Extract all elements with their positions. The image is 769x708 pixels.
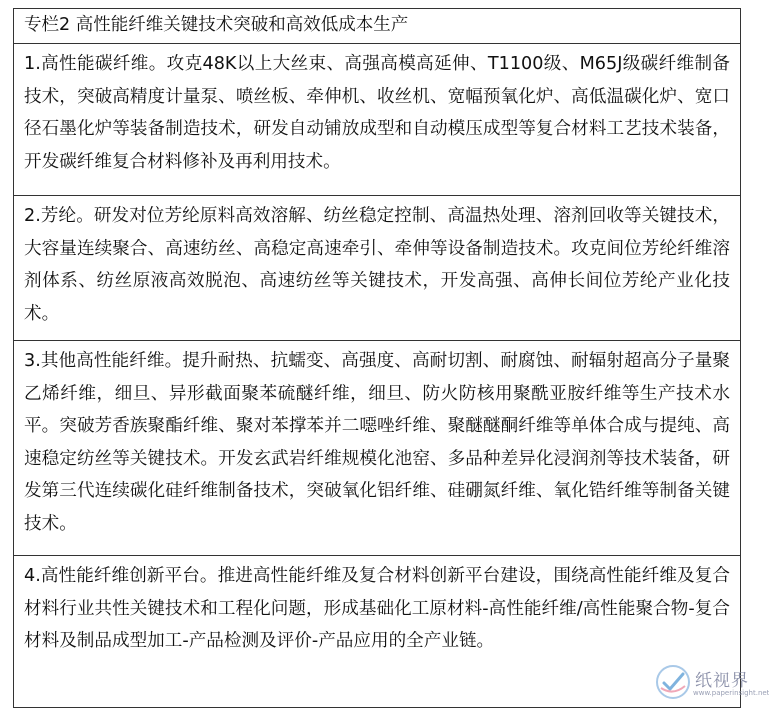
special-column-table [13,8,741,708]
section-innovation-platform: 4.高性能纤维创新平台。推进高性能纤维及复合材料创新平台建设，围绕高性能纤维及复合材料行业共性关键技术和工程化问题，形成基础化工原材料-高性能纤维/高性能聚合物-复合材料及制品成型加工-产品检测及评价-产品应用的全产业链。 [14,555,740,707]
watermark-site: www.paperinsight.net [693,689,769,697]
section-other-fibers: 3.其他高性能纤维。提升耐热、抗蠕变、高强度、高耐切割、耐腐蚀、耐辐射超高分子量聚乙烯纤维，细旦、异形截面聚苯硫醚纤维，细旦、防火防核用聚酰亚胺纤维等生产技术水平。突破芳香族聚酯纤维、聚对苯撑苯并二噁唑纤维、聚醚醚酮纤维等单体合成与提纯、高速稳定纺丝等关键技术。开发玄武岩纤维规模化池窑、多品种差异化浸润剂等技术装备，研发第三代连续碳化硅纤维制备技术，突破氧化铝纤维、硅硼氮纤维、氧化锆纤维等制备关键技术。 [14,340,740,555]
section-carbon-fiber: 1.高性能碳纤维。攻克48K以上大丝束、高强高模高延伸、T1100级、M65J级碳纤维制备技术，突破高精度计量泵、喷丝板、牵伸机、收丝机、宽幅预氧化炉、高低温碳化炉、宽口径石墨化炉等装备制造技术，研发自动铺放成型和自动模压成型等复合材料工艺技术装备，开发碳纤维复合材料修补及再利用技术。 [14,43,740,195]
watermark-logo-icon [655,664,691,700]
section-aramid: 2.芳纶。研发对位芳纶原料高效溶解、纺丝稳定控制、高温热处理、溶剂回收等关键技术，大容量连续聚合、高速纺丝、高稳定高速牵引、牵伸等设备制造技术。攻克间位芳纶纤维溶剂体系、纺丝原液高效脱泡、高速纺丝等关键技术，开发高强、高伸长间位芳纶产业化技术。 [14,195,740,340]
watermark [651,660,769,704]
watermark-name: 纸视界 [695,671,749,691]
column-title: 专栏2 高性能纤维关键技术突破和高效低成本生产 [24,15,409,35]
